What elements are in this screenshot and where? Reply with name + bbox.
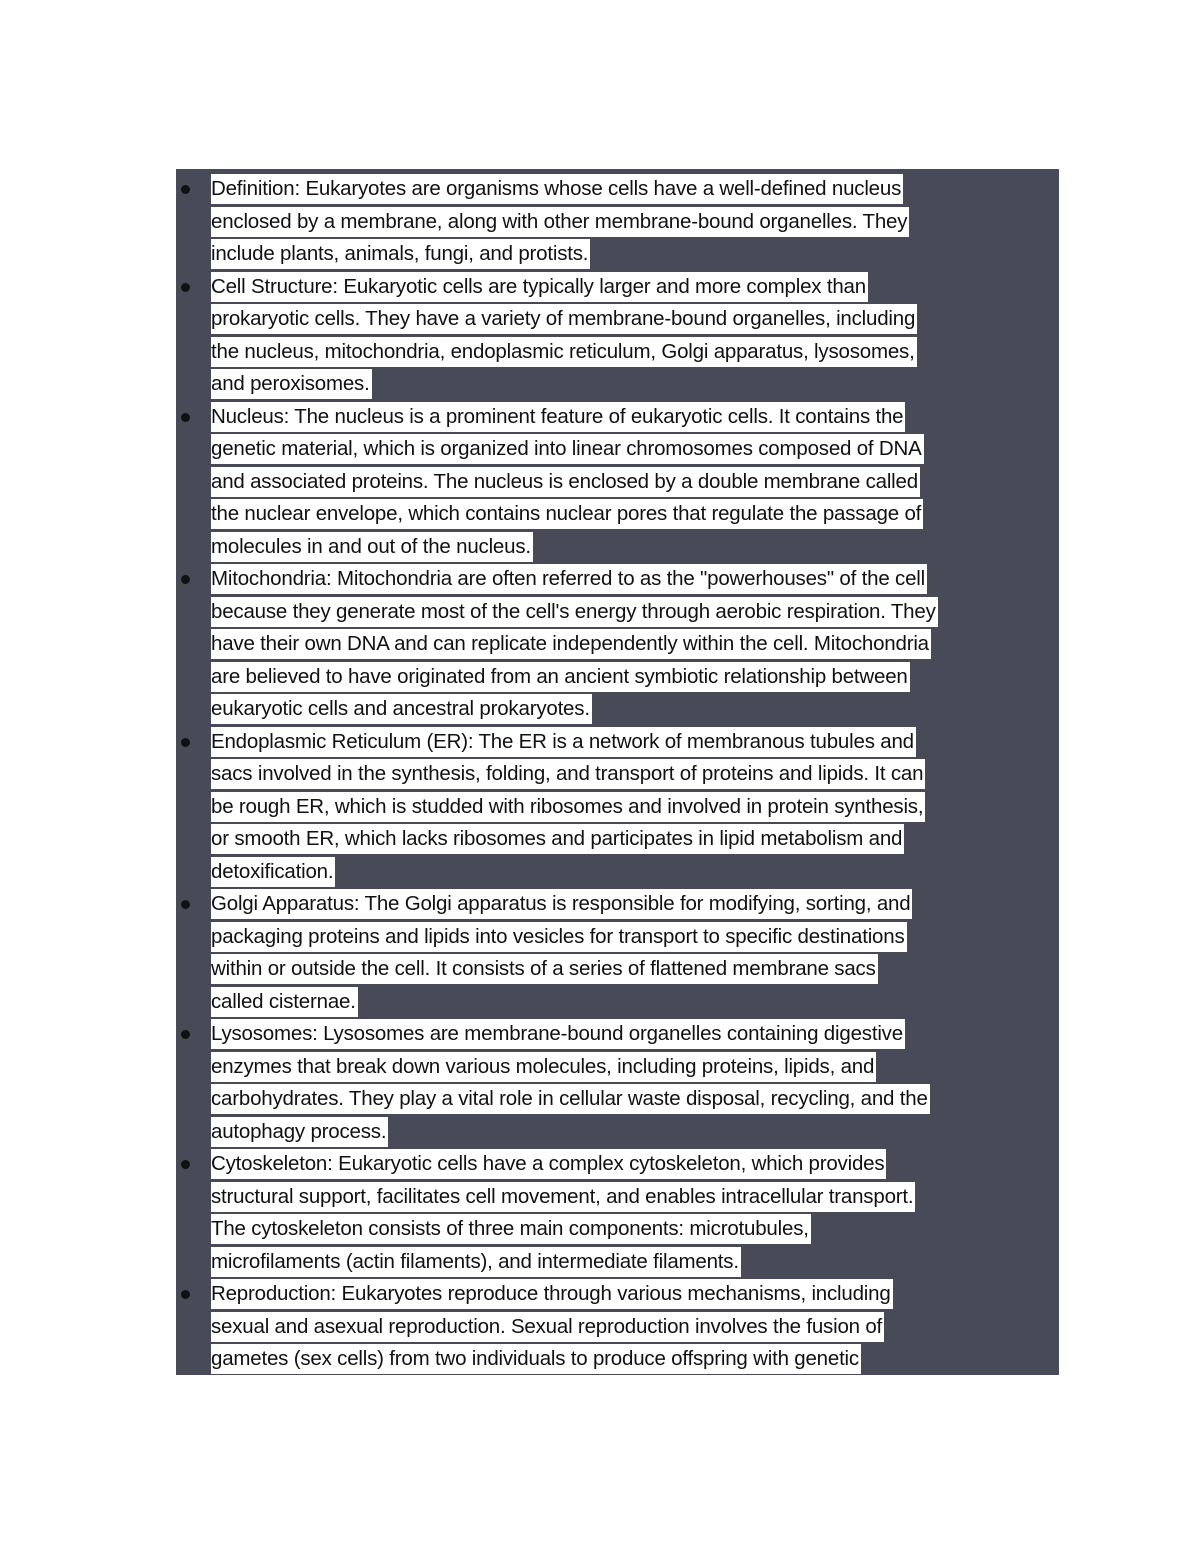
list-item-text: have their own DNA and can replicate independently within the cell. Mitochondria: [211, 629, 931, 659]
bullet-icon: [181, 283, 190, 292]
list-item: [176, 563, 1059, 596]
list-item-continuation: [176, 498, 1059, 531]
list-item-continuation: [176, 1051, 1059, 1084]
list-item-text: called cisternae.: [211, 987, 358, 1017]
list-item-text: Cell Structure: Eukaryotic cells are typically larger and more complex than: [211, 272, 868, 302]
list-item: [176, 271, 1059, 304]
list-item-continuation: [176, 303, 1059, 336]
list-item-text: because they generate most of the cell's energy through aerobic respiration. They: [211, 597, 938, 627]
list-item: [176, 726, 1059, 759]
list-item-continuation: [176, 758, 1059, 791]
list-item-continuation: [176, 433, 1059, 466]
list-item-text: enclosed by a membrane, along with other membrane-bound organelles. They: [211, 207, 909, 237]
list-item-continuation: [176, 693, 1059, 726]
bullet-list: [176, 169, 1059, 1376]
list-item-text: the nucleus, mitochondria, endoplasmic reticulum, Golgi apparatus, lysosomes,: [211, 337, 917, 367]
list-item-continuation: [176, 628, 1059, 661]
list-item-continuation: [176, 1181, 1059, 1214]
list-item-continuation: [176, 1116, 1059, 1149]
list-item-continuation: [176, 856, 1059, 889]
list-item-text: Lysosomes: Lysosomes are membrane-bound organelles containing digestive: [211, 1019, 905, 1049]
list-item-continuation: [176, 1246, 1059, 1279]
list-item-text: microfilaments (actin filaments), and intermediate filaments.: [211, 1247, 741, 1277]
list-item-continuation: [176, 921, 1059, 954]
list-item-continuation: [176, 1343, 1059, 1376]
list-item-continuation: [176, 1083, 1059, 1116]
list-item-text: packaging proteins and lipids into vesicles for transport to specific destinations: [211, 922, 907, 952]
list-item-text: carbohydrates. They play a vital role in cellular waste disposal, recycling, and the: [211, 1084, 930, 1114]
highlighted-text-block: [176, 169, 1059, 1375]
list-item-continuation: [176, 791, 1059, 824]
list-item: [176, 401, 1059, 434]
list-item-continuation: [176, 986, 1059, 1019]
list-item-text: The cytoskeleton consists of three main components: microtubules,: [211, 1214, 811, 1244]
list-item-text: genetic material, which is organized into linear chromosomes composed of DNA: [211, 434, 924, 464]
list-item: [176, 1018, 1059, 1051]
list-item-text: and associated proteins. The nucleus is enclosed by a double membrane called: [211, 467, 920, 497]
list-item-text: eukaryotic cells and ancestral prokaryotes.: [211, 694, 592, 724]
list-item-text: Nucleus: The nucleus is a prominent feature of eukaryotic cells. It contains the: [211, 402, 905, 432]
bullet-icon: [181, 1030, 190, 1039]
list-item-text: Mitochondria: Mitochondria are often referred to as the "powerhouses" of the cell: [211, 564, 927, 594]
list-item-continuation: [176, 953, 1059, 986]
list-item-text: Endoplasmic Reticulum (ER): The ER is a network of membranous tubules and: [211, 727, 916, 757]
list-item-text: sexual and asexual reproduction. Sexual reproduction involves the fusion of: [211, 1312, 884, 1342]
list-item-continuation: [176, 336, 1059, 369]
list-item: [176, 888, 1059, 921]
list-item-continuation: [176, 661, 1059, 694]
list-item-text: are believed to have originated from an ancient symbiotic relationship between: [211, 662, 910, 692]
list-item-text: and peroxisomes.: [211, 369, 372, 399]
bullet-icon: [181, 413, 190, 422]
list-item-text: structural support, facilitates cell movement, and enables intracellular transport.: [211, 1182, 915, 1212]
list-item-text: detoxification.: [211, 857, 335, 887]
list-item-continuation: [176, 531, 1059, 564]
bullet-icon: [181, 1160, 190, 1169]
bullet-icon: [181, 900, 190, 909]
bullet-icon: [181, 738, 190, 747]
list-item-text: Definition: Eukaryotes are organisms whose cells have a well-defined nucleus: [211, 174, 903, 204]
list-item-text: the nuclear envelope, which contains nuclear pores that regulate the passage of: [211, 499, 923, 529]
list-item-text: prokaryotic cells. They have a variety of membrane-bound organelles, including: [211, 304, 917, 334]
list-item-continuation: [176, 368, 1059, 401]
list-item-text: within or outside the cell. It consists of a series of flattened membrane sacs: [211, 954, 878, 984]
list-item-continuation: [176, 1213, 1059, 1246]
list-item-continuation: [176, 596, 1059, 629]
list-item-text: enzymes that break down various molecules, including proteins, lipids, and: [211, 1052, 876, 1082]
list-item-text: autophagy process.: [211, 1117, 388, 1147]
list-item-text: gametes (sex cells) from two individuals to produce offspring with genetic: [211, 1344, 861, 1374]
list-item-text: include plants, animals, fungi, and protists.: [211, 239, 590, 269]
list-item-text: be rough ER, which is studded with ribosomes and involved in protein synthesis,: [211, 792, 925, 822]
list-item-continuation: [176, 238, 1059, 271]
list-item-text: Golgi Apparatus: The Golgi apparatus is responsible for modifying, sorting, and: [211, 889, 912, 919]
bullet-icon: [181, 575, 190, 584]
list-item-continuation: [176, 1311, 1059, 1344]
list-item-continuation: [176, 466, 1059, 499]
list-item-continuation: [176, 206, 1059, 239]
list-item-text: Cytoskeleton: Eukaryotic cells have a complex cytoskeleton, which provides: [211, 1149, 886, 1179]
list-item-text: molecules in and out of the nucleus.: [211, 532, 533, 562]
list-item: [176, 1148, 1059, 1181]
list-item-text: or smooth ER, which lacks ribosomes and participates in lipid metabolism and: [211, 824, 904, 854]
list-item-continuation: [176, 823, 1059, 856]
list-item-text: Reproduction: Eukaryotes reproduce through various mechanisms, including: [211, 1279, 893, 1309]
bullet-icon: [181, 185, 190, 194]
list-item-text: sacs involved in the synthesis, folding, and transport of proteins and lipids. It can: [211, 759, 925, 789]
bullet-icon: [181, 1290, 190, 1299]
list-item: [176, 1278, 1059, 1311]
list-item: [176, 173, 1059, 206]
